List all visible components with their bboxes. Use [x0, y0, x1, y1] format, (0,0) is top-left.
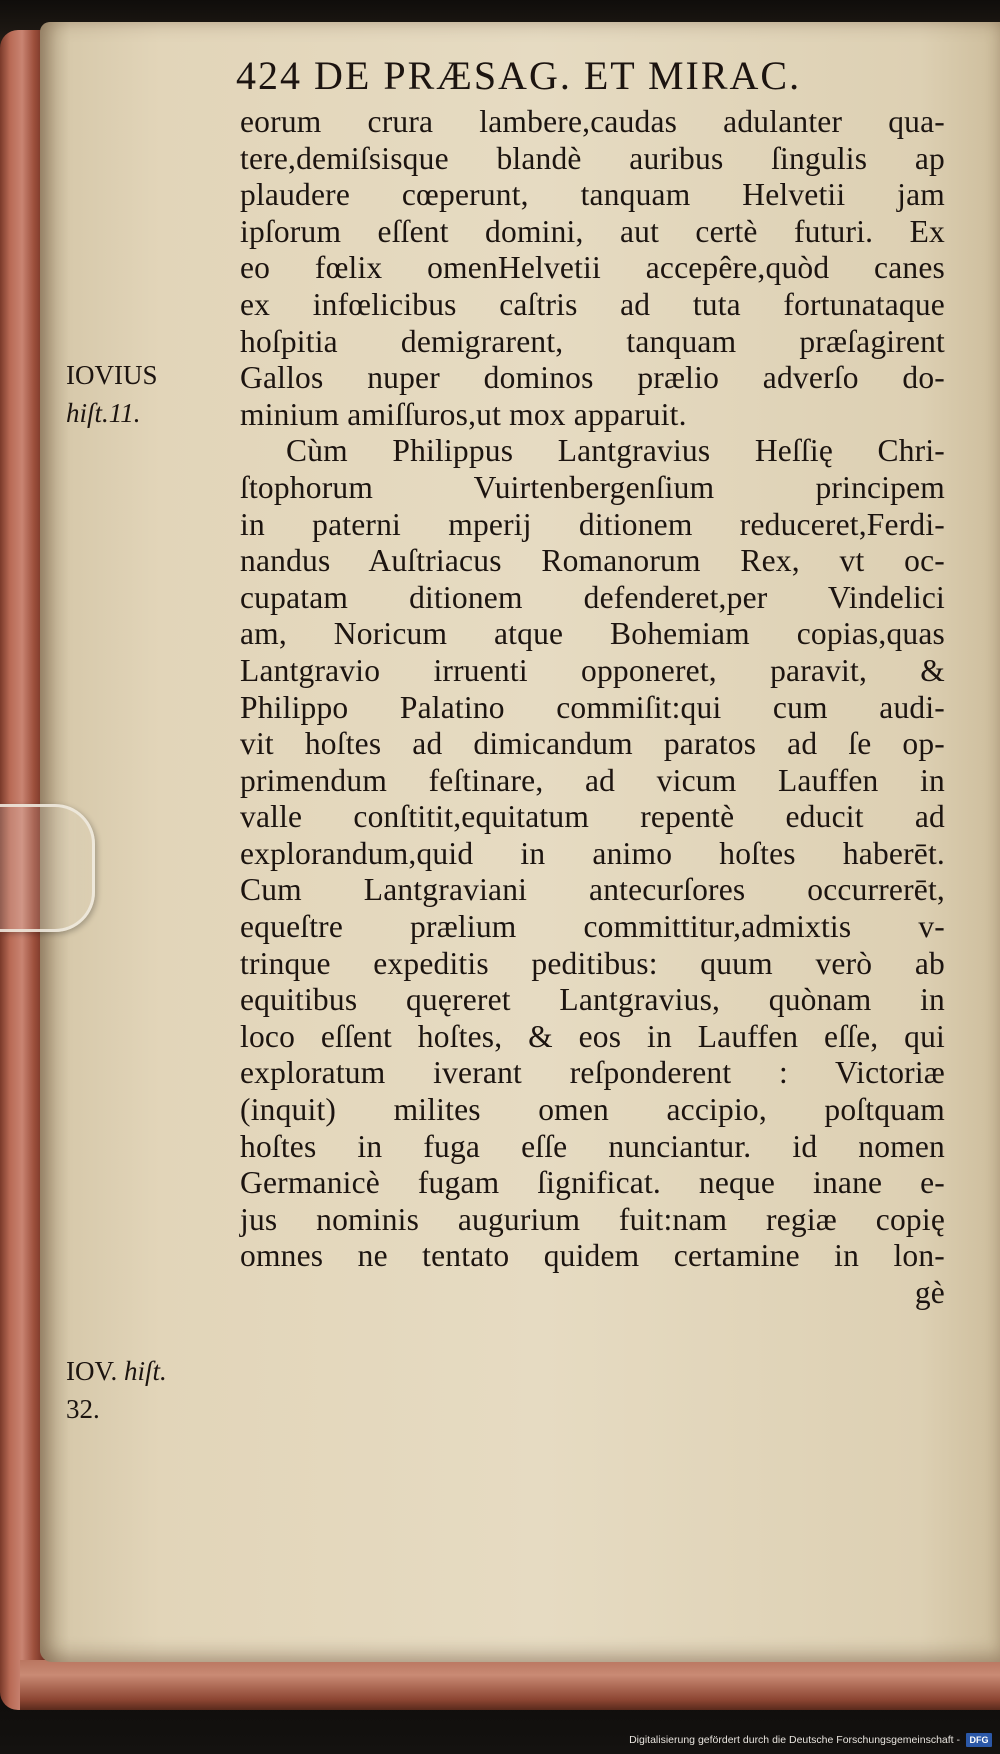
running-head: 424 DE PRÆSAG. ET MIRAC.	[236, 53, 802, 98]
margin-note-iov	[66, 1352, 167, 1428]
text-line: Philippo Palatino commiſit:qui cum audi-	[240, 689, 945, 725]
text-line: tere,demiſsisque blandè auribus ſingulis ap	[240, 140, 945, 176]
margin-note-author: IOVIUS	[66, 360, 158, 390]
margin-note-reference: hiſt.11.	[66, 398, 141, 428]
text-line: hoſtes in fuga eſſe nunciantur. id nomen	[240, 1128, 945, 1164]
text-line: trinque expeditis peditibus: quum verò ab	[240, 945, 945, 981]
text-line: Germanicè fugam ſignificat. neque inane e-	[240, 1165, 945, 1201]
text-line: omnes ne tentato quidem certamine in lon-	[240, 1238, 945, 1274]
text-line: nandus Auſtriacus Romanorum Rex, vt oc-	[240, 543, 945, 579]
margin-note-author: IOV.	[66, 1356, 118, 1386]
margin-note-number: 32.	[66, 1394, 100, 1424]
plastic-clip	[0, 804, 95, 932]
text-line: minium amiſſuros,ut mox apparuit.	[240, 396, 687, 432]
text-line: explorandum,quid in animo hoſtes haberēt.	[240, 835, 945, 871]
margin-note-jovius	[66, 356, 158, 432]
text-line: ex infœlicibus caſtris ad tuta fortunataque	[240, 286, 945, 322]
text-line: hoſpitia demigrarent, tanquam præſagirent	[240, 323, 945, 359]
text-line: eorum crura lambere,caudas adulanter qua-	[240, 104, 945, 139]
text-line: exploratum iverant reſponderent : Victoriæ	[240, 1055, 945, 1091]
text-line: primendum feſtinare, ad vicum Lauffen in	[240, 762, 945, 798]
text-line: plaudere cœperunt, tanquam Helvetii jam	[240, 177, 945, 213]
text-line: jus nominis augurium fuit:nam regiæ copię	[240, 1201, 945, 1237]
text-line: am, Noricum atque Bohemiam copias,quas	[240, 616, 945, 652]
text-line: equeſtre prælium committitur,admixtis v-	[240, 909, 945, 945]
text-line: ſtophorum Vuirtenbergenſium principem	[240, 469, 945, 505]
text-line: (inquit) milites omen accipio, poſtquam	[240, 1092, 945, 1128]
text-line: eo fœlix omenHelvetii accepêre,quòd canes	[240, 250, 945, 286]
text-line: ipſorum eſſent domini, aut certè futuri. Ex	[240, 213, 945, 249]
text-line: cupatam ditionem defenderet,per Vindelici	[240, 579, 945, 615]
text-line: valle conſtitit,equitatum repentè educit ad	[240, 799, 945, 835]
body-text	[240, 104, 945, 1312]
text-line: Cùm Philippus Lantgravius Heſſię Chri-	[286, 433, 945, 469]
text-line: equitibus quęreret Lantgravius, quònam in	[240, 982, 945, 1018]
digitization-credit: Digitalisierung gefördert durch die Deutsche Forschungsgemeinschaft -	[629, 1734, 960, 1746]
dfg-logo: DFG	[966, 1733, 992, 1747]
text-line: in paterni mperij ditionem reduceret,Ferdi-	[240, 506, 945, 542]
text-line: loco eſſent hoſtes, & eos in Lauffen eſſe, qui	[240, 1018, 945, 1054]
text-line: Cum Lantgraviani antecurſores occurrerēt,	[240, 872, 945, 908]
text-line: Lantgravio irruenti opponeret, paravit, &	[240, 652, 945, 688]
catchword: gè	[914, 1275, 945, 1310]
text-line: Gallos nuper dominos prælio adverſo do-	[240, 360, 945, 396]
margin-note-reference: hiſt.	[124, 1356, 167, 1386]
text-line: vit hoſtes ad dimicandum paratos ad ſe op-	[240, 726, 945, 762]
page-edge-bottom	[20, 1660, 1000, 1710]
